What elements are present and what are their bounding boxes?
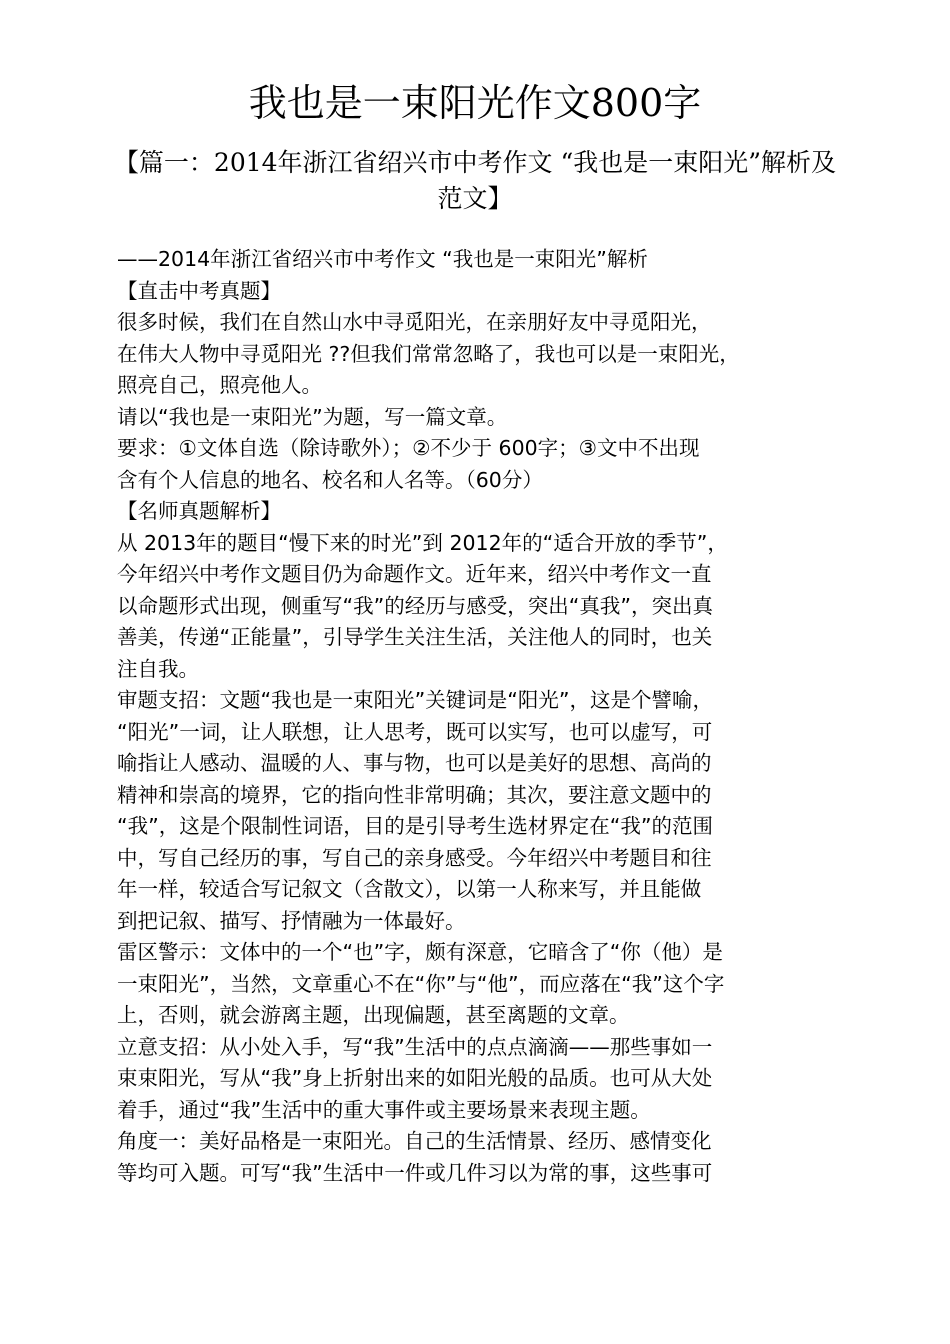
text-line: 立意支招：从小处入手，写“我”生活中的点点滴滴——那些事如一: [117, 1034, 713, 1059]
text-line: 上，否则，就会游离主题，出现偏题，甚至离题的文章。: [117, 1003, 630, 1027]
text-line: 善美，传递“正能量”，引导学生关注生活，关注他人的同时，也关: [117, 625, 713, 649]
text-line: 含有个人信息的地名、校名和人名等。（60分）: [117, 467, 543, 492]
text-line: 照亮自己，照亮他人。: [117, 373, 322, 397]
text-line: 等均可入题。可写“我”生活中一件或几件习以为常的事，这些事可: [117, 1160, 713, 1185]
text-line: 着手，通过“我”生活中的重大事件或主要场景来表现主题。: [117, 1097, 651, 1122]
text-line: 中，写自己经历的事，写自己的亲身感受。今年绍兴中考题目和往: [117, 845, 712, 870]
section-heading: 【名师真题解析】: [117, 499, 281, 523]
text-line: 精神和崇高的境界，它的指向性非常明确；其次，要注意文题中的: [117, 782, 712, 807]
text-line: 雷区警示：文体中的一个“也”字，颇有深意，它暗含了“你（他）是: [117, 940, 723, 964]
document-body: [117, 244, 837, 1189]
text-line: 在伟大人物中寻觅阳光 ??但我们常常忽略了，我也可以是一束阳光，: [117, 341, 740, 366]
text-line: 注自我。: [117, 656, 199, 681]
document-subtitle: 【篇一：2014年浙江省绍兴市中考作文 “我也是一束阳光”解析及范文】: [113, 148, 837, 213]
text-line: 今年绍兴中考作文题目仍为命题作文。近年来，绍兴中考作文一直: [117, 562, 712, 586]
text-line: 很多时候，我们在自然山水中寻觅阳光，在亲朋好友中寻觅阳光，: [117, 310, 712, 334]
text-line: 以命题形式出现，侧重写“我”的经历与感受，突出“真我”，突出真: [117, 593, 713, 618]
text-line: 审题支招：文题“我也是一束阳光”关键词是“阳光”，这是个譬喻，: [117, 688, 713, 712]
text-line: 要求：①文体自选（除诗歌外）；②不少于 600字；③文中不出现: [117, 436, 700, 460]
text-line: 角度一：美好品格是一束阳光。自己的生活情景、经历、感情变化: [117, 1129, 712, 1153]
text-line: ——2014年浙江省绍兴市中考作文 “我也是一束阳光”解析: [117, 247, 648, 271]
text-line: “阳光”一词，让人联想，让人思考，既可以实写，也可以虚写，可: [117, 719, 713, 744]
text-line: “我”，这是个限制性词语，目的是引导考生选材界定在“我”的范围: [117, 814, 713, 838]
text-line: 束束阳光，写从“我”身上折射出来的如阳光般的品质。也可从大处: [117, 1066, 713, 1090]
text-line: 请以“我也是一束阳光”为题，写一篇文章。: [117, 404, 508, 429]
text-line: 从 2013年的题目“慢下来的时光”到 2012年的“适合开放的季节”，: [117, 530, 728, 555]
document-title: 我也是一束阳光作文800字: [248, 81, 702, 125]
text-line: 年一样，较适合写记叙文（含散文），以第一人称来写，并且能做: [117, 877, 702, 901]
section-heading: 【直击中考真题】: [117, 278, 281, 303]
text-line: 到把记叙、描写、抒情融为一体最好。: [117, 908, 466, 933]
text-line: 喻指让人感动、温暖的人、事与物，也可以是美好的思想、高尚的: [117, 751, 712, 775]
text-line: 一束阳光”，当然，文章重心不在“你”与“他”，而应落在“我”这个字: [117, 971, 725, 996]
